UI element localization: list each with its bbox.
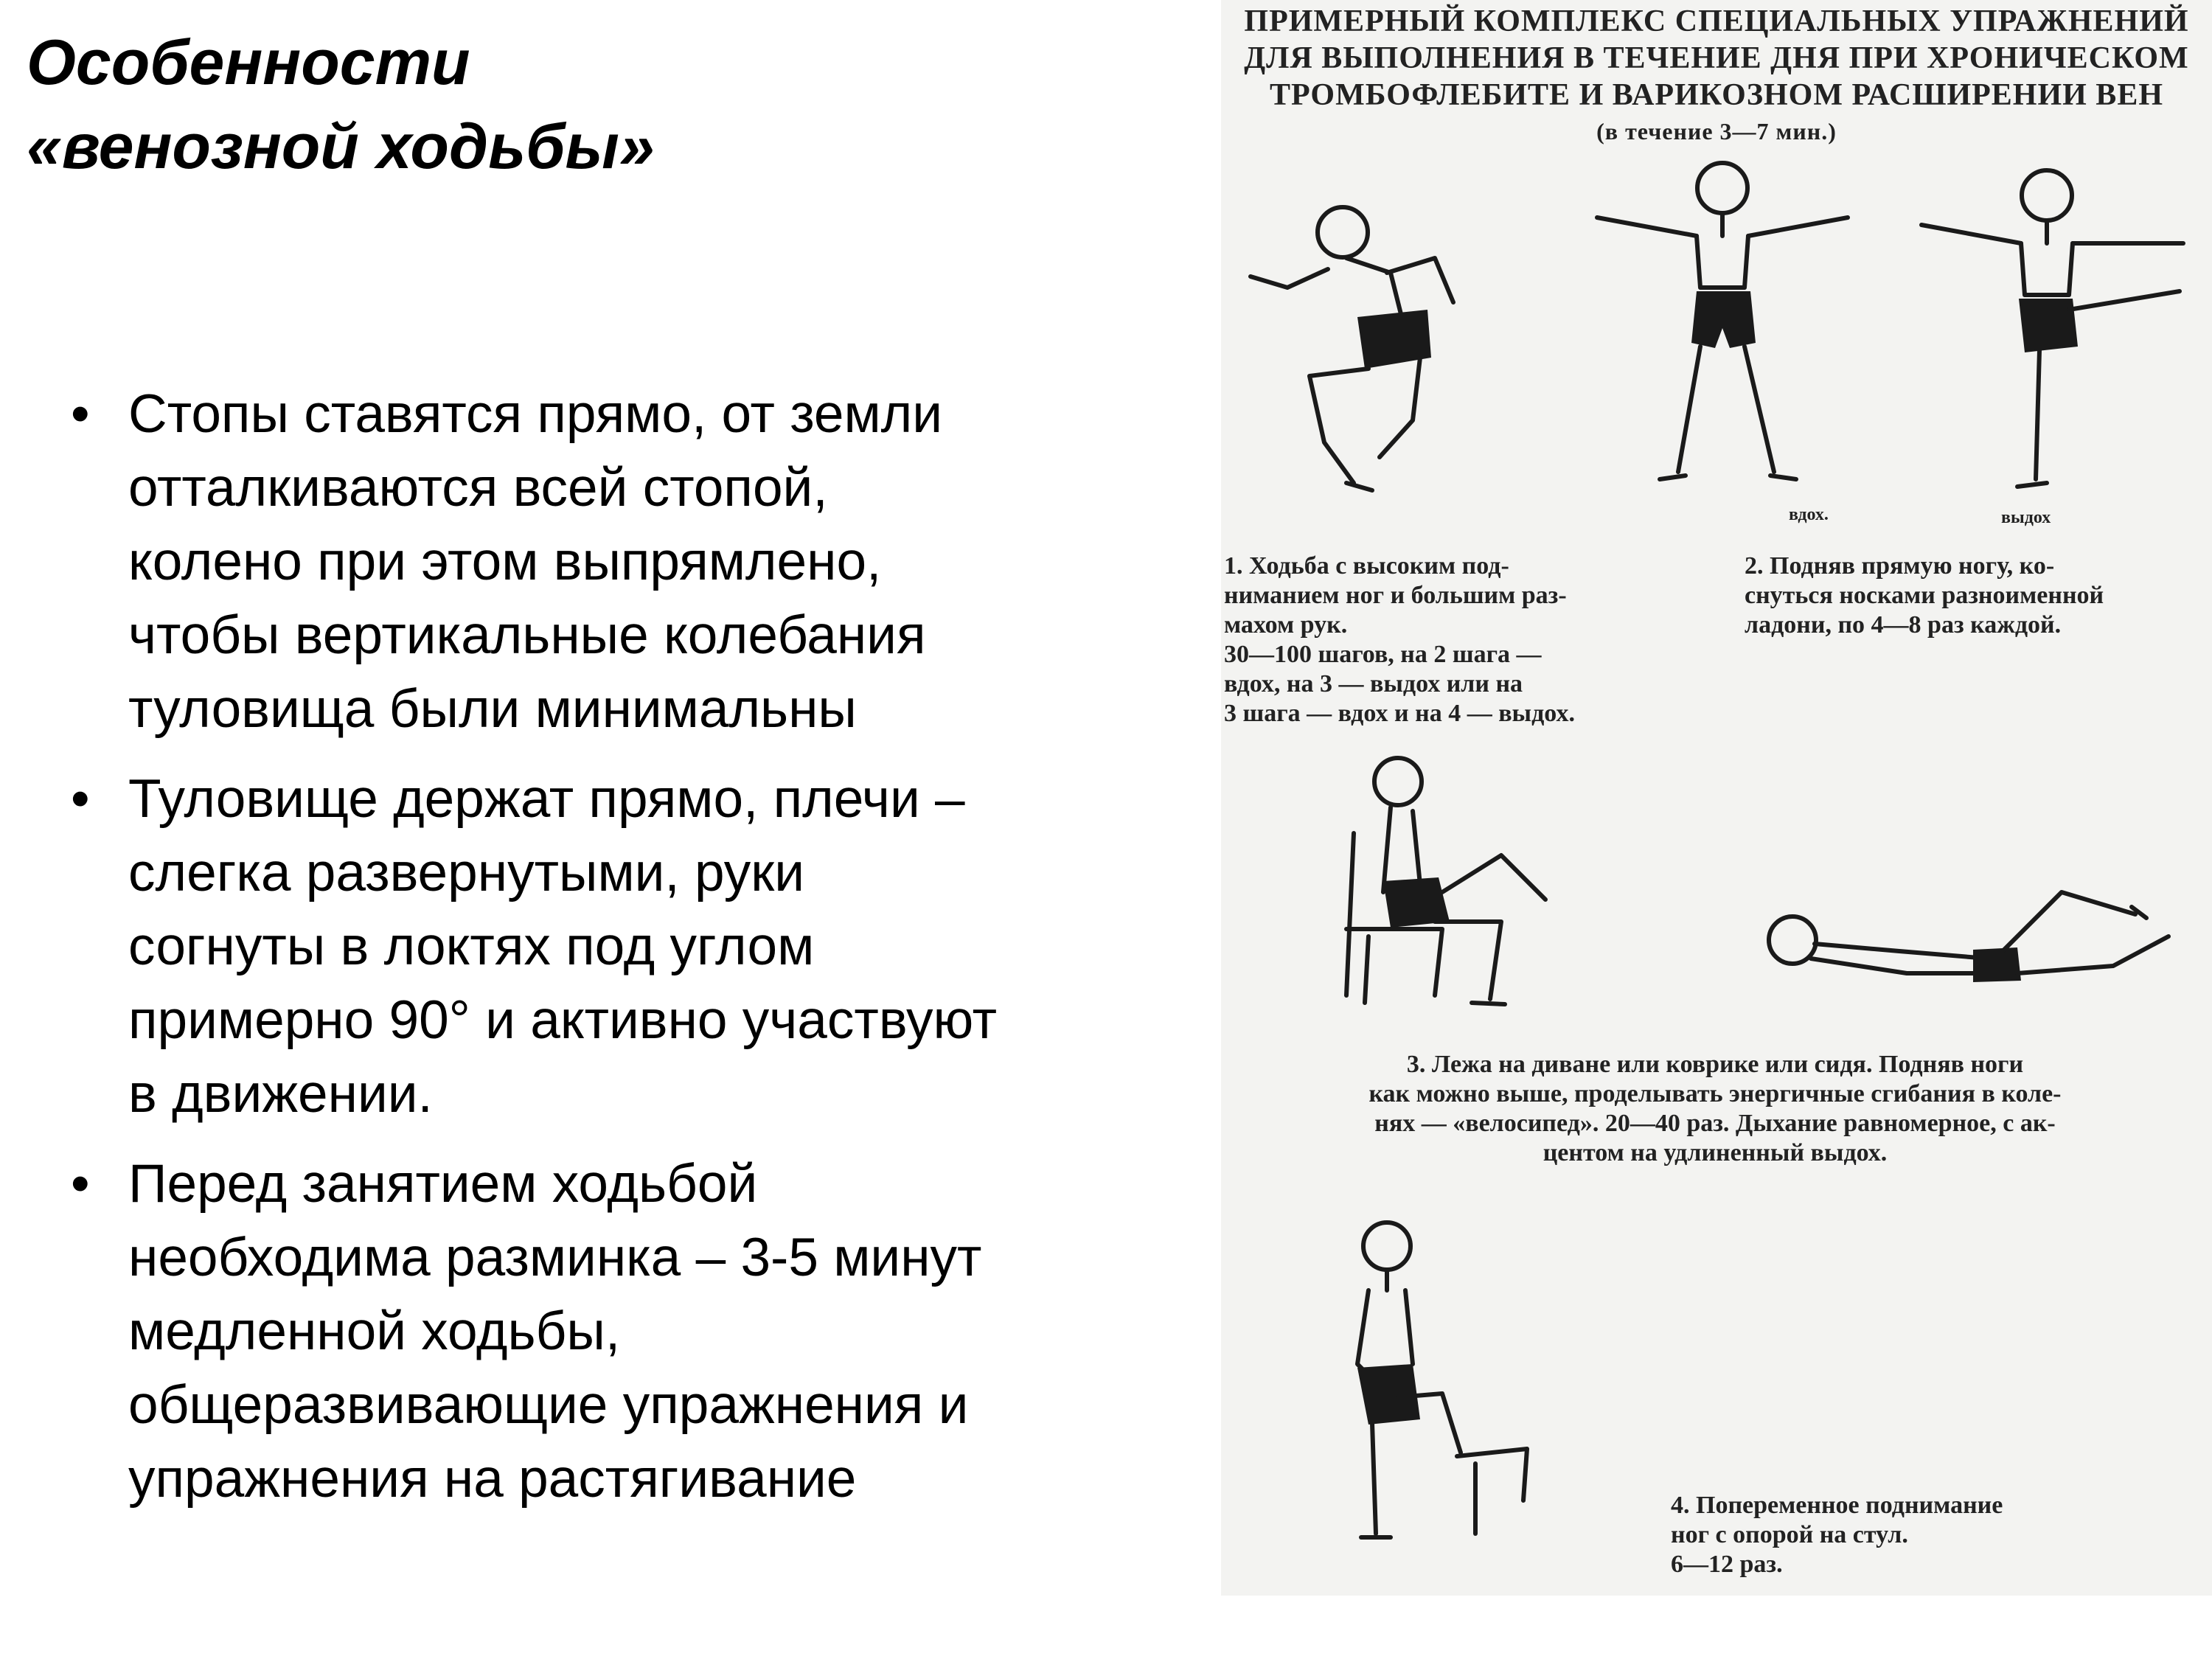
caption-2-line: снуться носками разноименной: [1745, 582, 2104, 609]
exercise-illustration: [1221, 0, 2212, 1596]
bullet-3-line: Перед занятием ходьбой: [128, 1154, 758, 1214]
caption-3-line: центом на удлиненный выдох.: [1543, 1139, 1888, 1166]
label-exhale: выдох: [2001, 508, 2051, 527]
caption-1-line: махом рук.: [1224, 611, 1348, 639]
caption-4-line: 6—12 раз.: [1671, 1551, 1783, 1578]
bullet-dot-icon: •: [71, 1154, 90, 1214]
bullet-1-line: туловища были минимальны: [128, 679, 857, 739]
slide-title: [27, 21, 1177, 189]
bullet-2-line: в движении.: [128, 1064, 433, 1124]
caption-2-line: 2. Подняв прямую ногу, ко-: [1745, 552, 2055, 580]
caption-1-line: 3 шага — вдох и на 4 — выдох.: [1224, 700, 1575, 727]
bullet-1-line: чтобы вертикальные колебания: [128, 605, 926, 665]
label-inhale: вдох.: [1789, 505, 1829, 524]
figure-arms-out-drawing: [1590, 155, 1855, 501]
title-line-1: Особенности: [27, 27, 470, 98]
caption-exercise-4: [1671, 1491, 2187, 1579]
bullet-3-line: упражнения на растягивание: [128, 1449, 857, 1509]
bullet-item-1: [71, 378, 1177, 746]
bullet-1-line: колено при этом выпрямлено,: [128, 532, 882, 591]
figure-walking-drawing: [1236, 199, 1486, 509]
bullet-item-3: [71, 1147, 1177, 1516]
bullet-2-line: Туловище держат прямо, плечи –: [128, 769, 965, 829]
bullet-2-line: слегка развернутыми, руки: [128, 843, 804, 902]
figure-step-up-drawing: [1317, 1209, 1538, 1548]
bullet-dot-icon: •: [71, 384, 90, 444]
caption-4-line: 4. Попеременное поднимание: [1671, 1492, 2003, 1519]
caption-1-line: 1. Ходьба с высоким под-: [1224, 552, 1509, 580]
caption-exercise-2: [1745, 552, 2209, 640]
figure-seated-drawing: [1302, 745, 1612, 1040]
title-line-2: «венозной ходьбы»: [27, 111, 655, 182]
caption-2-line: ладони, по 4—8 раз каждой.: [1745, 611, 2062, 639]
caption-exercise-1: [1224, 552, 1696, 728]
caption-4-line: ног с опорой на стул.: [1671, 1521, 1908, 1548]
figure-leg-raise-drawing: [1848, 162, 2194, 501]
bullet-1-line: отталкиваются всей стопой,: [128, 458, 828, 518]
bullet-item-2: [71, 762, 1177, 1131]
bullet-dot-icon: •: [71, 769, 90, 829]
bullet-2-line: согнуты в локтях под углом: [128, 917, 815, 976]
bullet-list: [71, 378, 1177, 1532]
caption-3-line: нях — «велосипед». 20—40 раз. Дыхание равномерное, с ак-: [1374, 1110, 2056, 1137]
caption-3-line: 3. Лежа на диване или коврике или сидя. Подняв ноги: [1406, 1051, 2024, 1078]
caption-1-line: вдох, на 3 — выдох или на: [1224, 670, 1523, 698]
figure-heading: [1221, 3, 2212, 114]
figure-heading-line: ДЛЯ ВЫПОЛНЕНИЯ В ТЕЧЕНИЕ ДНЯ ПРИ ХРОНИЧЕСКОМ: [1244, 41, 2189, 75]
bullet-2-line: примерно 90° и активно участвуют: [128, 990, 998, 1050]
bullet-3-line: общеразвивающие упражнения и: [128, 1375, 969, 1435]
caption-1-line: ниманием ног и большим раз-: [1224, 582, 1567, 609]
caption-1-line: 30—100 шагов, на 2 шага —: [1224, 641, 1542, 668]
figure-lying-drawing: [1752, 870, 2187, 995]
figure-subheading: (в течение 3—7 мин.): [1596, 118, 1837, 145]
figure-heading-line: ТРОМБОФЛЕБИТЕ И ВАРИКОЗНОМ РАСШИРЕНИИ ВЕН: [1269, 78, 2164, 112]
caption-exercise-3: [1236, 1050, 2194, 1168]
figure-heading-line: ПРИМЕРНЫЙ КОМПЛЕКС СПЕЦИАЛЬНЫХ УПРАЖНЕНИЙ: [1244, 4, 2189, 38]
bullet-3-line: медленной ходьбы,: [128, 1301, 621, 1361]
bullet-3-line: необходима разминка – 3-5 минут: [128, 1228, 982, 1287]
bullet-1-line: Стопы ставятся прямо, от земли: [128, 384, 943, 444]
caption-3-line: как можно выше, проделывать энергичные сгибания в коле-: [1368, 1080, 2062, 1107]
